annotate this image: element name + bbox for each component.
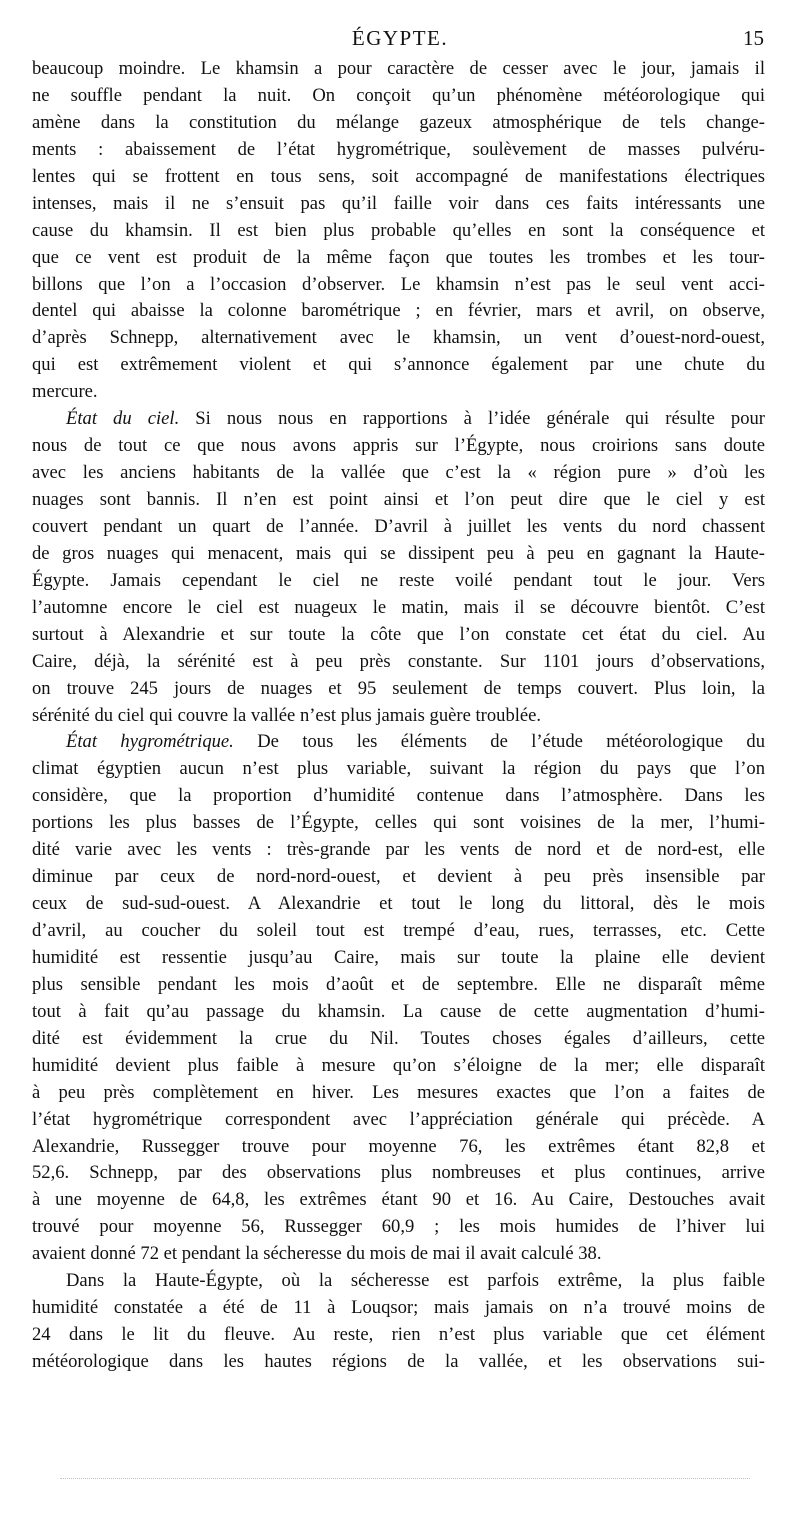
section-heading-etat-hygrometrique: État hygrométrique.: [66, 731, 234, 753]
page-number: 15: [743, 26, 764, 50]
text-line: considère, que la proportion d’humidité contenue dans l’atmosphère. Dans les: [32, 785, 765, 807]
text-line: portions les plus basses de l’Égypte, celles qui sont voisines de la mer, l’humi-: [32, 812, 765, 834]
text-line: Égypte. Jamais cependant le ciel ne reste voilé pendant tout le jour. Vers: [32, 569, 765, 591]
text-line: humidité est ressentie jusqu’au Caire, mais sur toute la plaine elle devient: [32, 946, 765, 968]
paragraph-etat-hygrometrique-first-line: [32, 729, 765, 756]
text-fragment: Si nous nous en rapportions à l’idée générale qui résulte pour: [195, 408, 765, 430]
text-line: d’après Schnepp, alternativement avec le khamsin, un vent d’ouest-nord-ouest,: [32, 327, 765, 349]
text-line: beaucoup moindre. Le khamsin a pour caractère de cesser avec le jour, jamais il: [32, 58, 765, 79]
page-header: [34, 26, 766, 58]
paragraph-etat-du-ciel-first-line: [32, 406, 765, 433]
text-line: dité est évidemment la crue du Nil. Toutes choses égales d’ailleurs, cette: [32, 1027, 765, 1049]
text-line: intenses, mais il ne s’ensuit pas qu’il faille voir dans ces faits intéressants une: [32, 192, 765, 214]
text-line: qui est extrêmement violent et qui s’annonce également par une chute du: [32, 354, 765, 376]
text-line: l’automne encore le ciel est nuageux le matin, mais il se découvre bientôt. C’est: [32, 596, 765, 618]
text-line: lentes qui se frottent en tous sens, soit accompagné de manifestations électriques: [32, 165, 765, 187]
text-line: ments : abaissement de l’état hygrométrique, soulèvement de masses pulvéru-: [32, 138, 765, 160]
text-line: diminue par ceux de nord-nord-ouest, et devient à peu près insensible par: [32, 866, 765, 888]
text-line: de gros nuages qui menacent, mais qui se dissipent peu à peu en gagnant la Haute-: [32, 542, 765, 564]
text-line: couvert pendant un quart de l’année. D’avril à juillet les vents du nord chassent: [32, 515, 765, 537]
text-line: on trouve 245 jours de nuages et 95 seulement de temps couvert. Plus loin, la: [32, 677, 765, 699]
text-line: surtout à Alexandrie et sur toute la côte que l’on constate cet état du ciel. Au: [32, 623, 765, 645]
text-line: météorologique dans les hautes régions de la vallée, et les observations sui-: [32, 1351, 765, 1372]
text-line: que ce vent est produit de la même façon que toutes les trombes et les tour-: [32, 246, 765, 268]
section-heading-etat-du-ciel: État du ciel.: [66, 408, 180, 430]
running-title: ÉGYPTE.: [351, 26, 449, 50]
body-text: [32, 56, 765, 1376]
text-line: à peu près complètement en hiver. Les mesures exactes que l’on a faites de: [32, 1081, 765, 1103]
text-line: tout à fait qu’au passage du khamsin. La cause de cette augmentation d’humi-: [32, 1000, 765, 1022]
scan-artifact-line: [60, 1478, 750, 1483]
text-line: à une moyenne de 64,8, les extrêmes étant 90 et 16. Au Caire, Destouches avait: [32, 1189, 765, 1211]
text-line: mercure.: [32, 381, 98, 403]
text-line: avec les anciens habitants de la vallée que c’est la « région pure » d’où les: [32, 462, 765, 484]
text-line: 52,6. Schnepp, par des observations plus nombreuses et plus continues, arrive: [32, 1162, 765, 1184]
text-line: nous de tout ce que nous avons appris sur l’Égypte, nous croirions sans doute: [32, 435, 765, 457]
text-line: Dans la Haute-Égypte, où la sécheresse est parfois extrême, la plus faible: [66, 1270, 765, 1292]
text-line: trouvé pour moyenne 56, Russegger 60,9 ; les mois humides de l’hiver lui: [32, 1216, 765, 1238]
text-line: avaient donné 72 et pendant la sécheresse du mois de mai il avait calculé 38.: [32, 1243, 602, 1265]
text-line: Alexandrie, Russegger trouve pour moyenne 76, les extrêmes étant 82,8 et: [32, 1135, 765, 1157]
text-fragment: De tous les éléments de l’étude météorologique du: [257, 731, 765, 753]
text-line: cause du khamsin. Il est bien plus probable qu’elles en sont la conséquence et: [32, 219, 765, 241]
text-line: dité varie avec les vents : très-grande par les vents de nord et de nord-est, elle: [32, 839, 765, 861]
text-line: l’état hygrométrique correspondent avec l’appréciation générale qui précède. A: [32, 1108, 765, 1130]
text-line: nuages sont bannis. Il n’en est point ainsi et l’on peut dire que le ciel y est: [32, 489, 765, 510]
text-line: dentel qui abaisse la colonne barométrique ; en février, mars et avril, on observe,: [32, 300, 765, 322]
text-line: sérénité du ciel qui couvre la vallée n’est plus jamais guère troublée.: [32, 704, 542, 726]
text-line: humidité devient plus faible à mesure qu’on s’éloigne de la mer; elle disparaît: [32, 1054, 765, 1076]
text-line: climat égyptien aucun n’est plus variable, suivant la région du pays que l’on: [32, 758, 765, 780]
text-line: humidité constatée a été de 11 à Louqsor; mais jamais on n’a trouvé moins de: [32, 1297, 765, 1319]
text-line: d’avril, au coucher du soleil tout est trempé d’eau, rues, terrasses, etc. Cette: [32, 920, 765, 941]
text-line: billons que l’on a l’occasion d’observer. Le khamsin n’est pas le seul vent acci-: [32, 273, 765, 295]
text-line: 24 dans le lit du fleuve. Au reste, rien n’est plus variable que cet élément: [32, 1324, 765, 1346]
text-line: ceux de sud-sud-ouest. A Alexandrie et tout le long du littoral, dès le mois: [32, 893, 765, 915]
text-line: ne souffle pendant la nuit. On conçoit qu’un phénomène météorologique qui: [32, 84, 765, 106]
text-line: plus sensible pendant les mois d’août et de septembre. Elle ne disparaît même: [32, 973, 765, 995]
text-line: Caire, déjà, la sérénité est à peu près constante. Sur 1101 jours d’observations,: [32, 650, 765, 672]
text-line: amène dans la constitution du mélange gazeux atmosphérique de tels change-: [32, 111, 765, 133]
